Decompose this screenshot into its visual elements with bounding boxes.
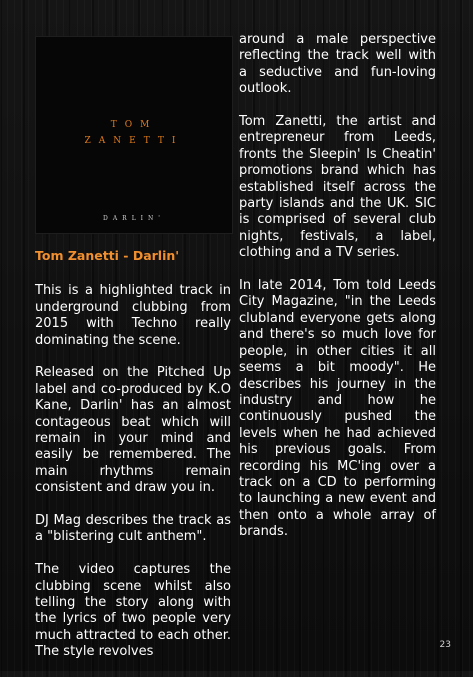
- cover-track-title: DARLIN': [103, 215, 165, 222]
- article-heading: Tom Zanetti - Darlin': [35, 248, 180, 263]
- paragraph: around a male perspective reflecting the track well with a seductive and fun-loving outlook.: [239, 32, 436, 97]
- cover-artist-first-name: TOM: [110, 120, 158, 130]
- paragraph: The video captures the clubbing scene whilst also telling the story along with the lyrics of two people very much attracted to each other. The style revolves: [35, 562, 231, 660]
- page-number: 23: [439, 640, 451, 650]
- album-cover: [35, 36, 233, 234]
- paragraph: DJ Mag describes the track as a "blistering cult anthem".: [35, 513, 231, 545]
- right-column: [239, 32, 436, 557]
- left-column: [35, 248, 231, 677]
- paragraph: Tom Zanetti, the artist and entrepreneur from Leeds, fronts the Sleepin' Is Cheatin' promotions brand which has established itself across the party islands and the UK. SIC is comprised of several club nights, festivals, a label, clothing and a TV series.: [239, 114, 436, 261]
- paragraph: Released on the Pitched Up label and co-produced by K.O Kane, Darlin' has an almost contageous beat which will remain in your mind and easily be remembered. The main rhythms remain consistent and draw you in.: [35, 365, 231, 496]
- paragraph: This is a highlighted track in underground clubbing from 2015 with Techno really dominating the scene.: [35, 283, 231, 348]
- paragraph: In late 2014, Tom told Leeds City Magazine, "in the Leeds clubland everyone gets along and there's so much love for people, in other cities it all seems a bit moody". He describes his journey in the industry and how he continuously pushed the levels when he had achieved his previous goals. From recording his MC'ing over a track on a CD to performing to launching a new event and then onto a whole array of brands.: [239, 278, 436, 540]
- cover-artist-last-name: ZANETTI: [84, 136, 184, 146]
